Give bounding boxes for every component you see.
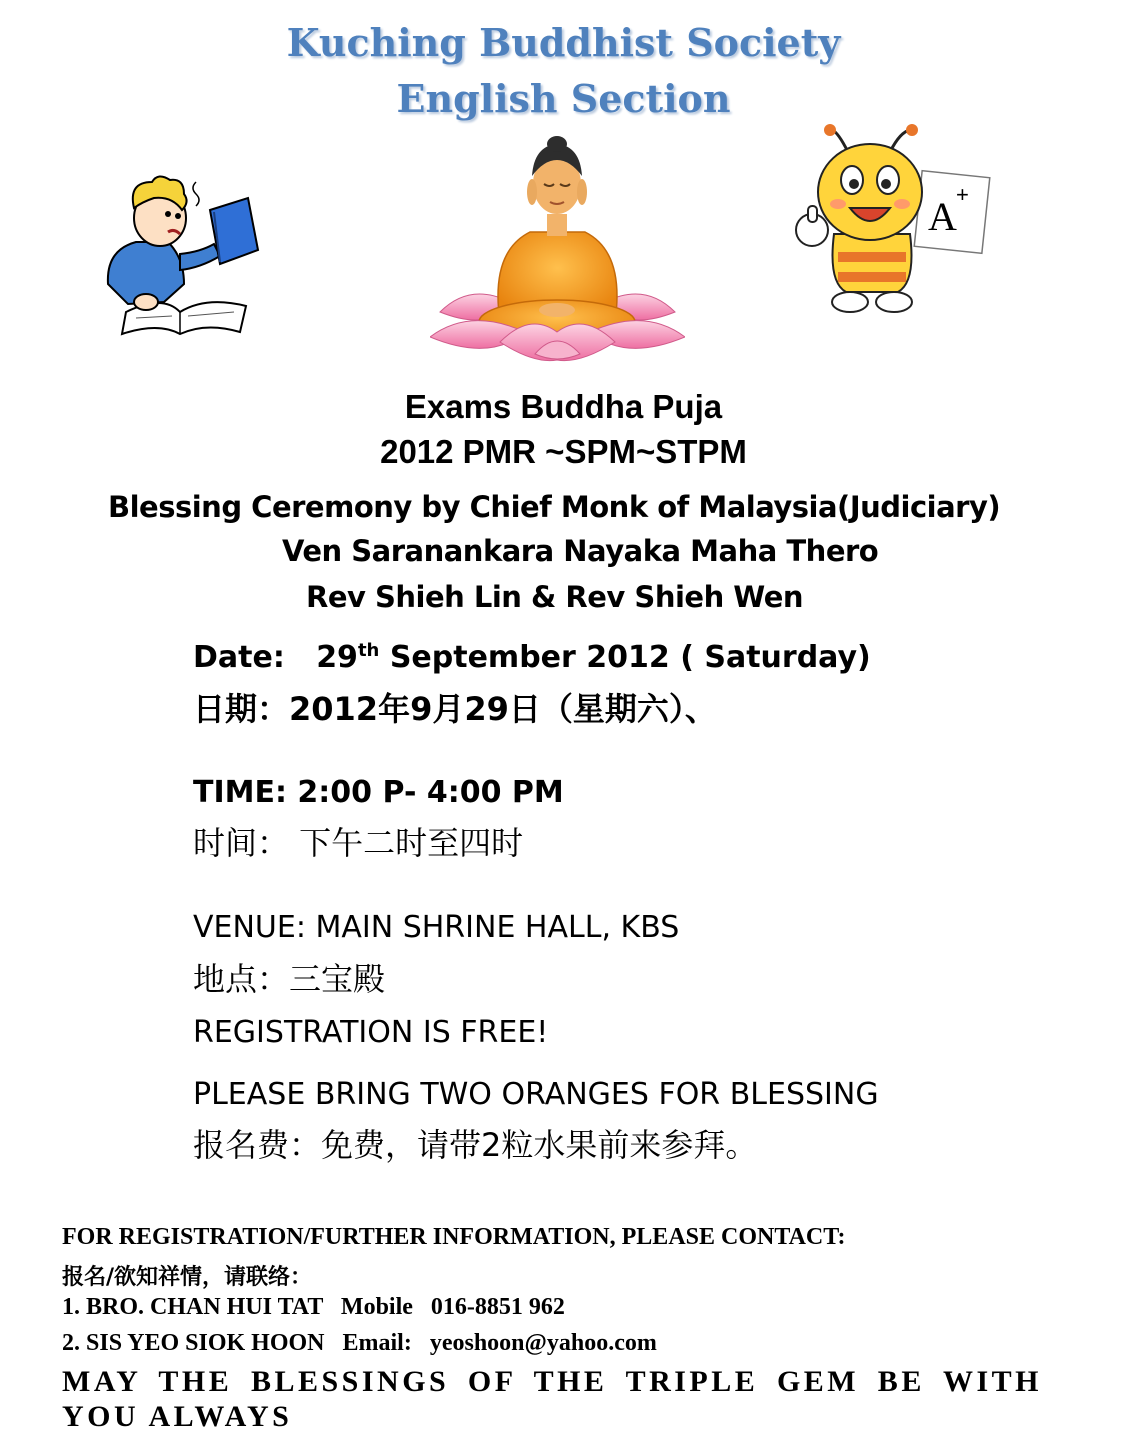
svg-text:+: + <box>956 182 969 207</box>
date-day: 29 <box>316 640 358 675</box>
registration-note: REGISTRATION IS FREE! <box>193 1015 549 1050</box>
blessing-line-2: Ven Saranankara Nayaka Maha Thero <box>282 534 879 568</box>
student-reading-image <box>88 172 263 342</box>
buddha-lotus-image <box>430 132 685 364</box>
blessing-line-1: Blessing Ceremony by Chief Monk of Malaysia(Judiciary) <box>108 490 1001 524</box>
time-english: TIME: 2:00 P- 4:00 PM <box>193 775 564 810</box>
contact-heading: FOR REGISTRATION/FURTHER INFORMATION, PLEASE CONTACT: <box>62 1224 846 1250</box>
section-title: English Section <box>396 76 731 121</box>
date-line <box>193 640 871 675</box>
contact-person-2: 2. SIS YEO SIOK HOON Email: yeoshoon@yahoo.com <box>62 1330 657 1356</box>
date-rest: September 2012 ( Saturday) <box>389 640 871 675</box>
blessing-line-3: Rev Shieh Lin & Rev Shieh Wen <box>306 580 804 614</box>
contact-heading-chinese: 报名/欲知祥情，请联络： <box>62 1265 313 1290</box>
event-title: Exams Buddha Puja <box>404 388 723 425</box>
organization-title: Kuching Buddhist Society <box>286 20 841 65</box>
date-chinese: 日期：2012年9月29日（星期六）、 <box>193 690 717 728</box>
bring-chinese: 报名费：免费，请带2粒水果前来参拜。 <box>193 1126 758 1164</box>
date-suffix: th <box>357 640 380 661</box>
venue-english: VENUE: MAIN SHRINE HALL, KBS <box>193 910 680 945</box>
bring-oranges-note: PLEASE BRING TWO ORANGES FOR BLESSING <box>193 1077 879 1112</box>
closing-blessing: MAY THE BLESSINGS OF THE TRIPLE GEM BE WITH YOU ALWAYS <box>62 1365 1042 1433</box>
date-label: Date: <box>193 640 285 675</box>
bee-aplus-image <box>778 122 993 317</box>
contact-person-1: 1. BRO. CHAN HUI TAT Mobile 016-8851 962 <box>62 1294 565 1320</box>
event-subtitle: 2012 PMR ~SPM~STPM <box>380 433 747 470</box>
svg-text:A: A <box>928 194 957 239</box>
time-chinese: 时间： 下午二时至四时 <box>193 824 524 862</box>
venue-chinese: 地点：三宝殿 <box>193 960 386 998</box>
